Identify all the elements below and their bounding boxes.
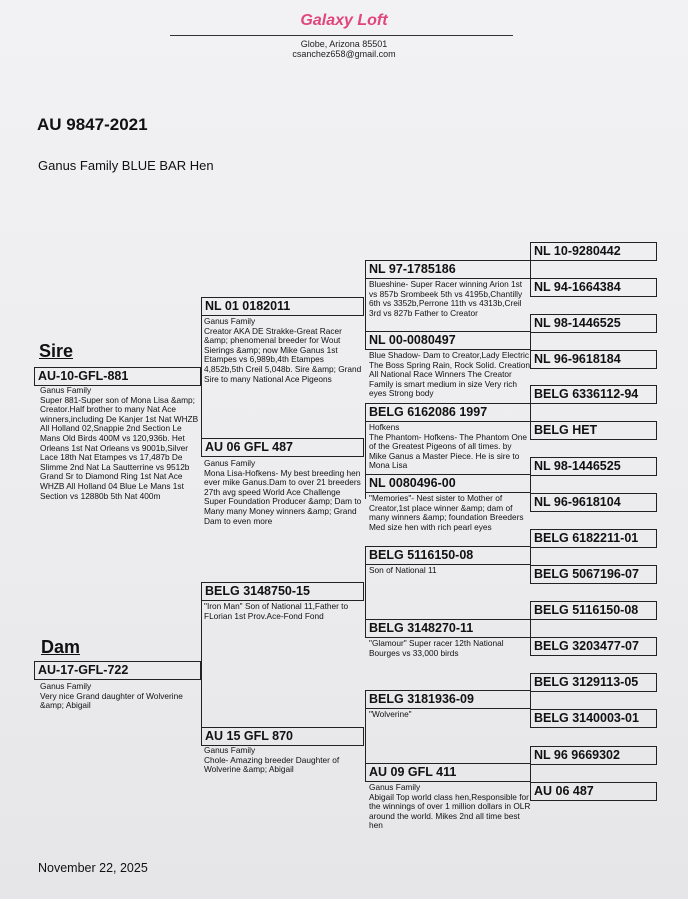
gen3-info [369,566,531,580]
loft-city: Globe, Arizona 85501 [300,39,388,49]
gen4-box: NL 94-1664384 [530,278,657,297]
gen2-box: AU 06 GFL 487 [201,438,364,457]
gen3-info [369,710,531,724]
gen3-notes: The Phantom- Hofkens- The Phantom One of the Greatest Pigeons of all times. by Mike Ganus a Master Piece. He is sire to Mona Lisa [369,431,528,471]
bird-description: Ganus Family BLUE BAR Hen [38,158,214,173]
gen2-box: BELG 3148750-15 [201,582,364,601]
gen3-notes: "Memories"- Nest sister to Mother of Creator,1st place winner &amp; dam of many winners &amp; foundation Breeders Med size hen with rich pearl eyes [369,494,524,532]
gen3-box: BELG 6162086 1997 [365,403,531,422]
gen4-box: BELG 3203477-07 [530,637,657,656]
sire-connector [201,297,202,457]
gen3-info [369,639,531,661]
gen2-family: Ganus Family [204,746,256,755]
gen4-box: BELG 3140003-01 [530,709,657,728]
gen3-info [369,280,531,328]
gen3-family: Hofkens [369,423,400,432]
gen2-info [204,317,362,395]
gen3-info [369,494,531,542]
gen4-box: BELG 6336112-94 [530,385,657,404]
gen3-notes: Blue Shadow- Dam to Creator,Lady Electric The Boss Spring Rain, Rock Solid. Creation All National Race Winners The Creator Family is smart medium in size Very rich eyes Strong body [369,351,530,399]
gen2-box: AU 15 GFL 870 [201,727,364,746]
gen3-box: NL 0080496-00 [365,474,531,493]
pedigree-date: November 22, 2025 [38,861,148,875]
gen2-notes: Mona Lisa-Hofkens- My best breeding hen ever mike Ganus.Dam to over 21 breeders 27th avg speed World Ace Challenge Super Foundation Producer &amp; Dam to Many many Money winners &amp; Grand Dam to even more [204,467,362,526]
dam-label: Dam [41,637,81,657]
gen4-box: NL 96 9669302 [530,746,657,765]
gen4-box: BELG 5067196-07 [530,565,657,584]
gen4-box: NL 98-1446525 [530,457,657,476]
gen3-notes: "Glamour" Super racer 12th National Bourges vs 33,000 birds [369,639,504,658]
gen3-notes: Blueshine- Super Racer winning Arion 1st vs 857b Srombeek 5th vs 4195b,Chantilly 6th vs 3352b,Perrone 11th vs 4313b,Creil 3rd vs 827b Father to Creator [369,280,523,318]
gen4-box: NL 96-9618184 [530,350,657,369]
loft-email: csanchez658@gmail.com [292,49,396,59]
gen3-box: AU 09 GFL 411 [365,763,531,782]
gen3-notes: "Wolverine" [369,710,412,719]
dam-info [40,682,200,712]
dam-band: AU-17-GFL-722 [34,661,201,680]
gen3-family: Ganus Family [369,783,421,792]
gen2-notes: Chole- Amazing breeder Daughter of Wolverine &amp; Abigail [204,754,340,775]
gen3-box: BELG 5116150-08 [365,546,531,565]
gen4-box: BELG HET [530,421,657,440]
sire-label: Sire [39,341,74,361]
gen4-box: NL 10-9280442 [530,242,657,261]
gen3-box: BELG 3148270-11 [365,619,531,638]
bird-band: AU 9847-2021 [37,115,148,134]
dam-connector [201,592,202,746]
sire-notes: Super 881-Super son of Mona Lisa &amp; Creator.Half brother to many Nat Ace winners,including De Kanjer 1st Nat WHZB All Holland 02,Snappie 2nd Section Le Mans Old Birds 400M vs 120,936b. Het Orleans 1st Nat Orleans vs 9001b,Silver Lace 18th Nat Etampes vs 17,487b De Slimme 2nd Nat La Sautterrine vs 9512b Grand Sr to Diamond Ring 1st Nat Ace WHZB All Holland 04 Blue Le Mans 1st Section vs 12880b 5th Nat 400m [40,394,199,501]
loft-name: Galaxy Loft [300,12,388,29]
gen3-box: NL 97-1785186 [365,260,531,279]
gen4-box: BELG 6182211-01 [530,529,657,548]
sire-info [40,386,200,506]
gen3-notes: Son of National 11 [369,566,437,575]
gen3-notes: Abigail Top world class hen,Responsible for the winnings of over 1 million dollars in OLR around the world. Mikes 2nd all time best hen [369,791,531,831]
dam-notes: Very nice Grand daughter of Wolverine &amp; Abigail [40,690,183,711]
gen2-info [204,746,362,778]
gen2-notes: Creator AKA DE Strakke-Great Racer &amp; phenomenal breeder for Wout Sierings &amp; now Mike Ganus 1st Etampes vs 6,989b,4th Etampes 4,852b,5th Creil 5,048b. Sire &amp; Grand Sire to many National Ace Pigeons [204,325,362,384]
gen3-info [369,351,531,400]
dam-family: Ganus Family [40,682,92,691]
gen4-box: NL 96-9618104 [530,493,657,512]
gen4-box: BELG 3129113-05 [530,673,657,692]
gen2-family: Ganus Family [204,317,256,326]
gen4-box: AU 06 487 [530,782,657,801]
gen4-box: BELG 5116150-08 [530,601,657,620]
header-rule [170,35,513,36]
gen2-family: Ganus Family [204,459,256,468]
gen4-box: NL 98-1446525 [530,314,657,333]
sire-family: Ganus Family [40,386,92,395]
gen3-info [369,423,531,471]
gen2-notes: "Iron Man" Son of National 11,Father to FLorian 1st Prov.Ace-Fond Fond [204,602,349,621]
gen2-info [204,602,362,624]
gen3-box: NL 00-0080497 [365,331,531,350]
sire-band: AU-10-GFL-881 [34,367,201,386]
gen3-box: BELG 3181936-09 [365,690,531,709]
gen2-info [204,459,362,537]
gen2-box: NL 01 0182011 [201,297,364,316]
gen3-info [369,783,531,835]
